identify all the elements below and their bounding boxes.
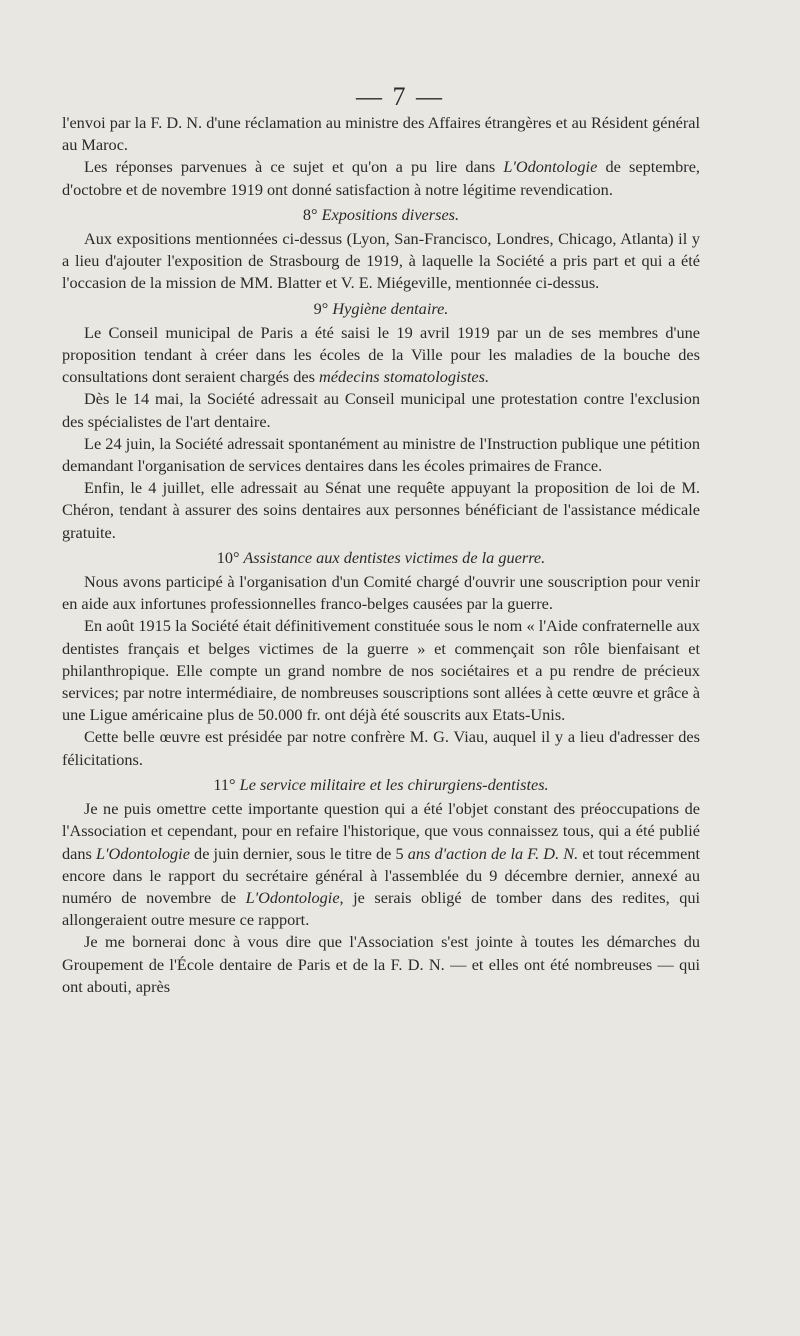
section-heading — [62, 204, 700, 226]
section-heading — [62, 298, 700, 320]
section-heading — [62, 774, 700, 796]
paragraph: l'envoi par la F. D. N. d'une réclamation au ministre des Affaires étrangères et au Résident général au Maroc. — [62, 113, 700, 155]
italic-text: ans d'action de la F. D. N. — [407, 843, 579, 863]
italic-text: L'Odontologie — [245, 887, 340, 907]
paragraph: Je ne puis omettre cette importante question qui a été l'objet constant des préoccupations de l'Association et cependant, pour en refaire l'historique, que vous connaissez tous, qui a été publié dans L'Odontologie de juin dernier, sous le titre de 5 ans d'action de la F. D. N. et tout récemment encore dans le rapport du secrétaire général à l'assemblée du 9 décembre dernier, annexé au numéro de novembre de L'Odontologie, je serais obligé de tomber dans des redites, qui allongeraient outre mesure ce rapport. — [62, 799, 700, 930]
section-title: Hygiène dentaire. — [332, 298, 449, 318]
paragraph: Nous avons participé à l'organisation d'un Comité chargé d'ouvrir une souscription pour venir en aide aux infortunes professionnelles franco-belges causées par la guerre. — [62, 572, 700, 614]
paragraph: Cette belle œuvre est présidée par notre confrère M. G. Viau, auquel il y a lieu d'adresser des félicitations. — [62, 727, 700, 769]
paragraph: Je me bornerai donc à vous dire que l'Association s'est jointe à toutes les démarches du Groupement de l'École dentaire de Paris et de la F. D. N. — et elles ont été nombreuses — qui ont abouti, après — [62, 932, 700, 996]
section-title: Le service militaire et les chirurgiens-dentistes. — [239, 774, 549, 794]
body-text — [62, 112, 700, 998]
page-number: — 7 — — [356, 82, 444, 111]
italic-text: médecins stomatologistes. — [318, 367, 490, 387]
paragraph: Le 24 juin, la Société adressait spontanément au ministre de l'Instruction publique une pétition demandant l'organisation de services dentaires dans les écoles primaires de France. — [62, 433, 700, 476]
section-number: 10° — [216, 547, 240, 567]
section-number: 11° — [213, 774, 236, 794]
section-title: Expositions diverses. — [321, 204, 460, 224]
paragraph: Aux expositions mentionnées ci-dessus (Lyon, San-Francisco, Londres, Chicago, Atlanta) il y a lieu d'ajouter l'exposition de Strasbourg de 1919, à laquelle la Société a pris part et qui a été l'occasion de la mission de MM. Blatter et V. E. Miégeville, mentionnée ci-dessus. — [62, 229, 700, 293]
section-number: 9° — [313, 298, 329, 318]
italic-text: L'Odontologie — [503, 157, 598, 177]
paragraph: Enfin, le 4 juillet, elle adressait au Sénat une requête appuyant la proposition de loi de M. Chéron, tendant à assurer des soins dentaires aux personnes bénéficiant de l'assistance médicale gratuite. — [62, 478, 700, 542]
section-number: 8° — [302, 204, 318, 224]
paragraph: Dès le 14 mai, la Société adressait au Conseil municipal une protestation contre l'exclusion des spécialistes de l'art dentaire. — [62, 389, 700, 431]
paragraph: Le Conseil municipal de Paris a été saisi le 19 avril 1919 par un de ses membres d'une proposition tendant à créer dans les écoles de la Ville pour les maladies de la bouche des consultations dont seraient chargés des médecins stomatologistes. — [62, 322, 700, 387]
section-heading — [62, 547, 700, 569]
paragraph: En août 1915 la Société était définitivement constituée sous le nom « l'Aide confraternelle aux dentistes français et belges victimes de la guerre » et commençait son rôle bienfaisant et philanthropique. Elle compte un grand nombre de nos sociétaires et a pu rendre de précieux services; par notre intermédiaire, de nombreuses souscriptions sont allées à cette œuvre et grâce à une Ligue américaine plus de 50.000 fr. ont déjà été souscrits aux Etats-Unis. — [62, 616, 700, 725]
italic-text: L'Odontologie — [95, 843, 190, 863]
section-title: Assistance aux dentistes victimes de la guerre. — [243, 547, 546, 567]
paragraph: Les réponses parvenues à ce sujet et qu'on a pu lire dans L'Odontologie de septembre, d'octobre et de novembre 1919 ont donné satisfaction à notre légitime revendication. — [62, 157, 700, 199]
